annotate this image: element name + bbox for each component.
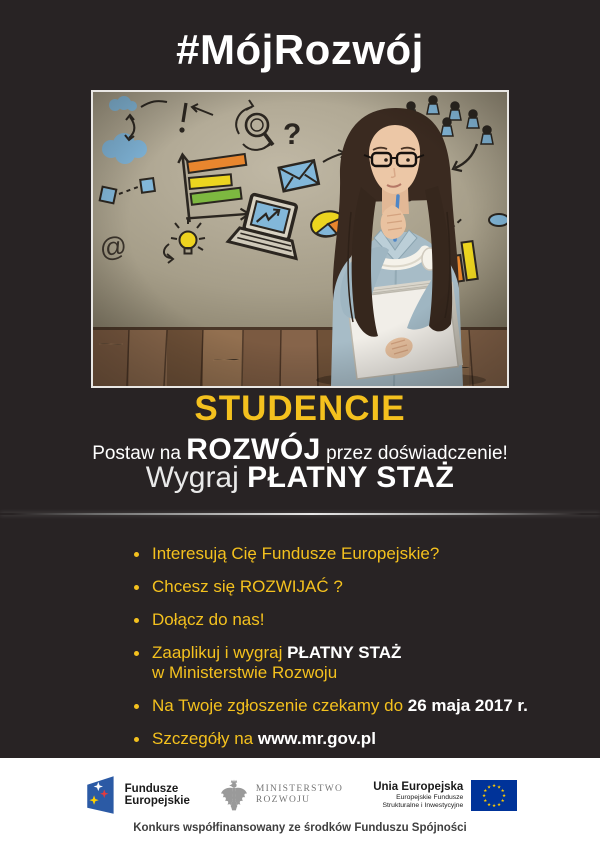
bullet-dot	[134, 704, 139, 709]
bullet-text: Dołącz do nas!	[152, 610, 265, 629]
eu-star-icon: ★	[500, 788, 506, 794]
tagline-platny-staz	[0, 461, 600, 495]
ministry-line2: ROZWOJU	[255, 795, 311, 805]
bullet-strong: 26 maja 2017 r.	[407, 696, 528, 715]
eu-star-icon: ★	[487, 802, 492, 808]
eu-sub2: Strukturalne i Inwestycyjne	[382, 801, 464, 809]
bullet-strong: www.mr.gov.pl	[257, 729, 376, 748]
tagline1-post: przez doświadczenie!	[320, 443, 508, 464]
bullet-text: Interesują Cię Fundusze Europejskie?	[152, 544, 440, 563]
bullet-text: Chcesz się ROZWIJAĆ ?	[152, 577, 343, 596]
metallic-divider	[0, 513, 600, 515]
fe-logo-line2: Europejskie	[124, 795, 190, 807]
ministry-logo	[220, 778, 343, 812]
fe-logo-line1: Fundusze	[124, 782, 179, 795]
list-item	[134, 643, 570, 683]
bullet-text: Na Twoje zgłoszenie czekamy do	[152, 696, 408, 715]
fe-flag-icon	[83, 771, 117, 819]
list-item	[134, 577, 570, 597]
list-item	[134, 696, 570, 716]
eu-star-icon: ★	[487, 784, 492, 790]
bullet-dot	[134, 651, 139, 656]
eu-star-icon: ★	[482, 793, 487, 799]
eu-star-icon: ★	[492, 783, 497, 789]
eu-title: Unia Europejska	[373, 780, 464, 793]
page-title: #MójRozwój	[176, 26, 424, 73]
footer-logos-row	[0, 771, 600, 819]
eu-star-icon: ★	[497, 802, 502, 808]
tagline2-strong: PŁATNY STAŻ	[247, 461, 455, 494]
tagline2-pre: Wygraj	[145, 461, 248, 494]
bullet-list	[134, 544, 570, 762]
bullet-text: Szczegóły na	[152, 729, 258, 748]
hero-photo-illustration	[93, 92, 507, 386]
bullet-strong: PŁATNY STAŻ	[287, 643, 402, 662]
funding-disclaimer: Konkurs współfinansowany ze środków Funduszu Spójności	[133, 822, 467, 834]
eu-star-icon: ★	[502, 793, 507, 799]
eu-flag-icon	[471, 780, 517, 811]
bullet-dot	[134, 737, 139, 742]
bullet-dot	[134, 585, 139, 590]
bullet-text: Zaaplikuj i wygraj	[152, 643, 288, 662]
eu-star-icon: ★	[500, 798, 506, 804]
eu-logo	[373, 780, 517, 811]
eu-star-icon: ★	[483, 788, 488, 794]
tagline1-strong: ROZWÓJ	[186, 433, 321, 466]
bullet-dot	[134, 618, 139, 623]
hero-photo	[91, 90, 509, 388]
eu-star-icon: ★	[497, 784, 502, 790]
ministry-line1: MINISTERSTWO	[255, 783, 344, 794]
eu-star-icon: ★	[492, 803, 497, 809]
bullet-line2: w Ministerstwie Rozwoju	[152, 663, 338, 682]
photo-vignette	[93, 92, 507, 386]
tagline1-pre: Postaw na	[92, 443, 187, 464]
list-item	[134, 544, 570, 564]
bullet-dot	[134, 552, 139, 557]
eu-sub1: Europejskie Fundusze	[396, 793, 464, 801]
list-item	[134, 729, 570, 749]
fundusze-europejskie-logo	[83, 771, 190, 819]
polish-eagle-icon	[220, 778, 248, 812]
list-item	[134, 610, 570, 630]
eu-star-icon: ★	[483, 798, 488, 804]
footer	[0, 758, 600, 850]
headline-studencie: STUDENCIE	[194, 389, 406, 428]
